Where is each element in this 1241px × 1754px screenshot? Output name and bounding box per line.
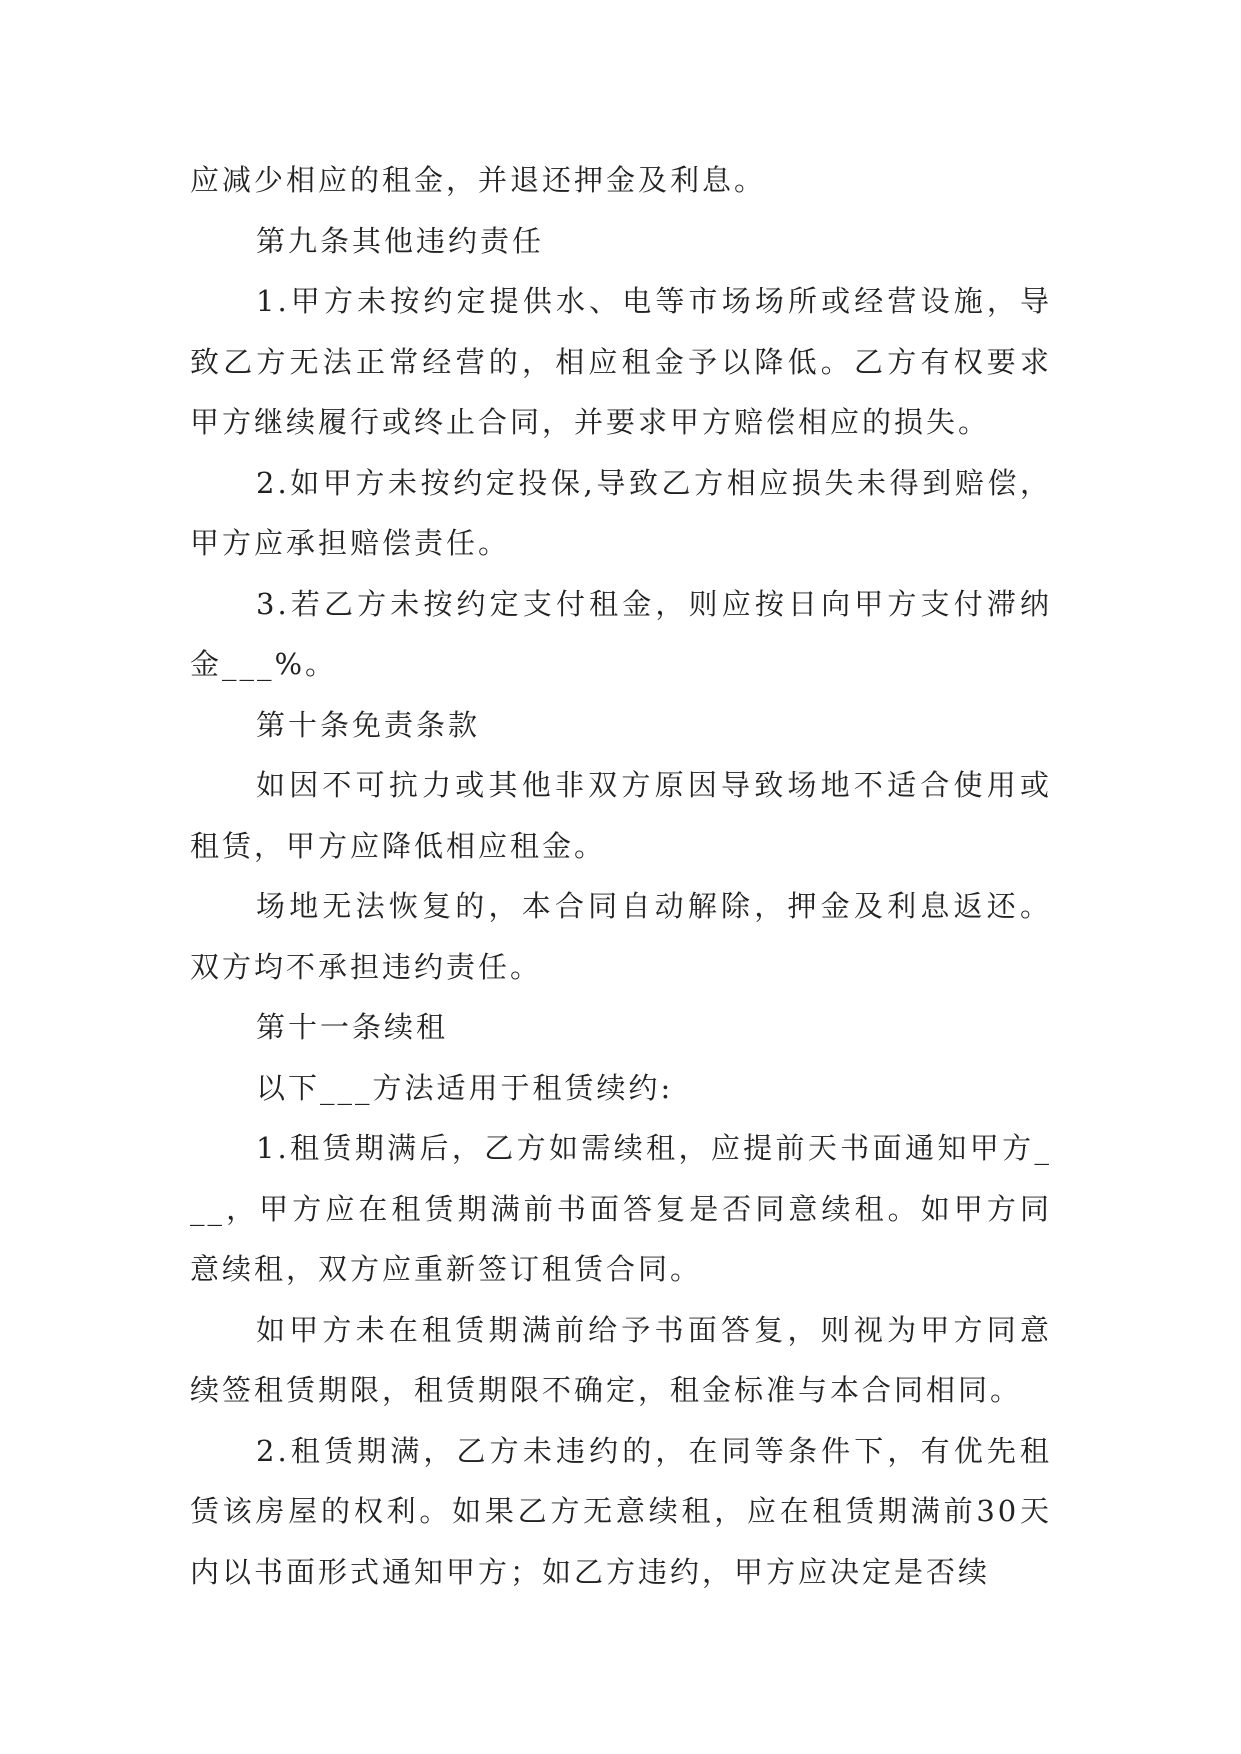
document-body: [190, 150, 1052, 1602]
section-heading-article-11: 第十一条续租: [256, 1010, 449, 1044]
paragraph: 1.甲方未按约定提供水、电等市场场所或经营设施，导致乙方无法正常经营的，相应租金予以降低。乙方有权要求甲方继续履行或终止合同，并要求甲方赔偿相应的损失。: [190, 284, 1052, 439]
paragraph: 如因不可抗力或其他非双方原因导致场地不适合使用或租赁，甲方应降低相应租金。: [190, 768, 1052, 863]
paragraph: 2.租赁期满，乙方未违约的，在同等条件下，有优先租赁该房屋的权利。如果乙方无意续租，应在租赁期满前30天内以书面形式通知甲方；如乙方违约，甲方应决定是否续: [190, 1433, 1052, 1589]
paragraph: 以下___方法适用于租赁续约:: [256, 1070, 674, 1105]
paragraph: 场地无法恢复的，本合同自动解除，押金及利息返还。双方均不承担违约责任。: [190, 889, 1052, 984]
paragraph: 3.若乙方未按约定支付租金，则应按日向甲方支付滞纳金___%。: [190, 586, 1052, 681]
section-heading-article-10: 第十条免责条款: [256, 707, 481, 742]
paragraph: 2.如甲方未按约定投保,导致乙方相应损失未得到赔偿，甲方应承担赔偿责任。: [190, 465, 1052, 560]
paragraph: 应减少相应的租金，并退还押金及利息。: [190, 163, 767, 197]
paragraph: 如甲方未在租赁期满前给予书面答复，则视为甲方同意续签租赁期限，租赁期限不确定，租金标准与本合同相同。: [190, 1312, 1052, 1407]
paragraph: 1.租赁期满后，乙方如需续租，应提前天书面通知甲方___，甲方应在租赁期满前书面答复是否同意续租。如甲方同意续租，双方应重新签订租赁合同。: [190, 1131, 1052, 1286]
section-heading-article-9: 第九条其他违约责任: [256, 223, 545, 258]
